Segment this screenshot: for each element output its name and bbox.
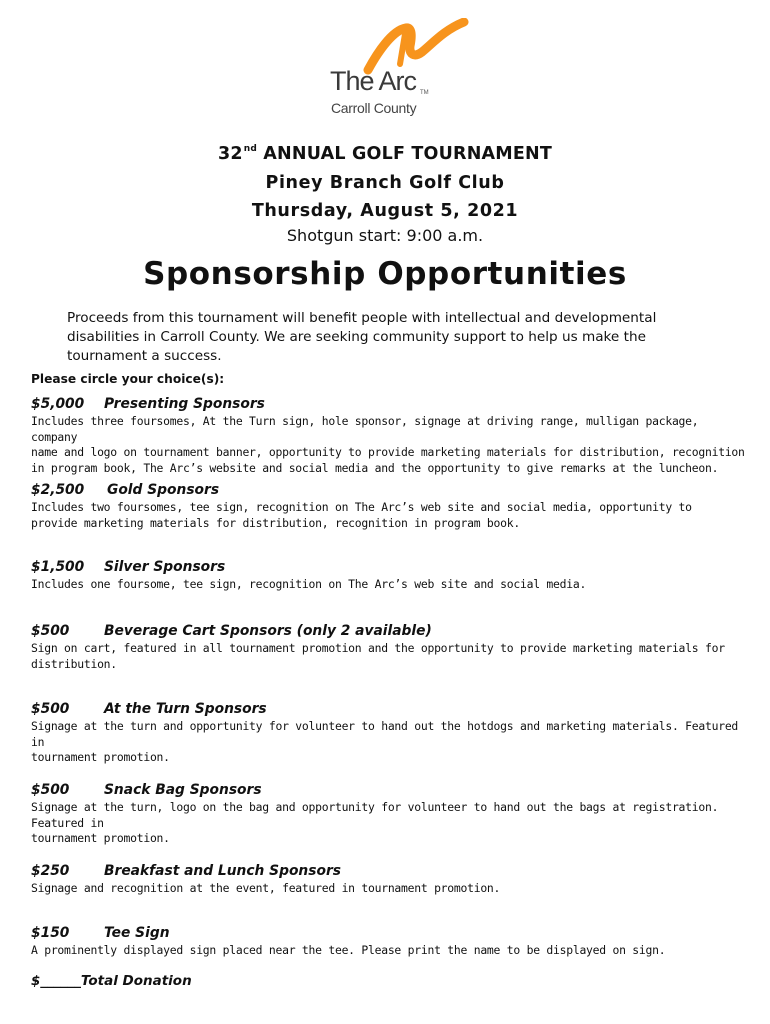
sponsor-name: Beverage Cart Sponsors (only 2 available) [104, 623, 432, 639]
sponsor-price: $5,000 [31, 396, 85, 412]
sponsor-heading [31, 482, 751, 500]
tournament-title [0, 144, 770, 164]
sponsor-entry[interactable] [31, 782, 751, 847]
sponsor-name: Breakfast and Lunch Sponsors [104, 863, 341, 879]
sponsor-entry[interactable] [31, 863, 751, 897]
start-time: Shotgun start: 9:00 a.m. [286, 226, 484, 245]
sponsor-price: $500 [31, 701, 70, 717]
circle-choice-prompt: Please circle your choice(s): [31, 372, 225, 386]
sponsor-description: Includes two foursomes, tee sign, recognition on The Arc’s web site and social media, opportunity to provide marketing materials for distribution, recognition in program book. [31, 500, 692, 530]
sponsor-entry[interactable] [31, 559, 751, 593]
total-donation-field[interactable]: $______Total Donation [31, 973, 192, 989]
sponsor-name: At the Turn Sponsors [104, 701, 267, 717]
title-ordinal-number: 32 [217, 144, 243, 164]
club-name: Piney Branch Golf Club [265, 173, 505, 193]
logo-subtitle: Carroll County [331, 100, 417, 116]
the-arc-logo [330, 18, 470, 118]
page-title: Sponsorship Opportunities [143, 256, 627, 292]
sponsor-heading [31, 623, 751, 641]
sponsor-name: Gold Sponsors [107, 482, 220, 498]
sponsor-description: Signage at the turn, logo on the bag and opportunity for volunteer to hand out the bags at registration. Featured in tournament promotion. [31, 800, 719, 845]
sponsor-price: $2,500 [31, 482, 85, 498]
sponsor-price: $500 [31, 623, 70, 639]
sponsor-price: $250 [31, 863, 70, 879]
logo-name: The Arc [330, 66, 417, 96]
sponsor-heading [31, 782, 751, 800]
sponsor-description: Signage at the turn and opportunity for volunteer to hand out the hotdogs and marketing materials. Featured in tournament promotion. [31, 719, 739, 764]
sponsor-name: Snack Bag Sponsors [104, 782, 262, 798]
sponsor-name: Tee Sign [104, 925, 170, 941]
sponsor-description: Includes one foursome, tee sign, recognition on The Arc’s web site and social media. [31, 577, 587, 591]
title-ordinal-suffix: nd [243, 144, 257, 154]
logo-trademark: TM [420, 90, 429, 96]
sponsor-heading [31, 701, 751, 719]
sponsor-heading [31, 396, 751, 414]
sponsor-entry[interactable] [31, 925, 751, 959]
intro-paragraph: Proceeds from this tournament will benefit people with intellectual and developmental disabilities in Carroll County. We are seeking community support to help us make the tournament a success. [67, 310, 657, 364]
sponsor-price: $150 [31, 925, 70, 941]
event-date: Thursday, August 5, 2021 [251, 201, 519, 221]
sponsor-entry[interactable] [31, 482, 751, 531]
sponsor-price: $500 [31, 782, 70, 798]
sponsor-description: A prominently displayed sign placed near the tee. Please print the name to be displayed on sign. [31, 943, 666, 957]
sponsor-entry[interactable] [31, 701, 751, 766]
sponsor-description: Sign on cart, featured in all tournament promotion and the opportunity to provide marketing materials for distribution. [31, 641, 725, 671]
sponsor-price: $1,500 [31, 559, 85, 575]
sponsor-description: Includes three foursomes, At the Turn sign, hole sponsor, signage at driving range, mulligan package, company name and logo on tournament banner, opportunity to provide marketing materials for distribution, recognition in program book, The Arc’s website and social media and the opportunity to give remarks at the luncheon. [31, 414, 745, 475]
sponsor-entry[interactable] [31, 396, 751, 476]
sponsor-name: Presenting Sponsors [104, 396, 265, 412]
sponsor-name: Silver Sponsors [104, 559, 226, 575]
title-rest: ANNUAL GOLF TOURNAMENT [256, 144, 553, 164]
sponsor-entry[interactable] [31, 623, 751, 672]
sponsor-heading [31, 863, 751, 881]
sponsor-heading [31, 925, 751, 943]
sponsor-heading [31, 559, 751, 577]
sponsor-description: Signage and recognition at the event, featured in tournament promotion. [31, 881, 501, 895]
